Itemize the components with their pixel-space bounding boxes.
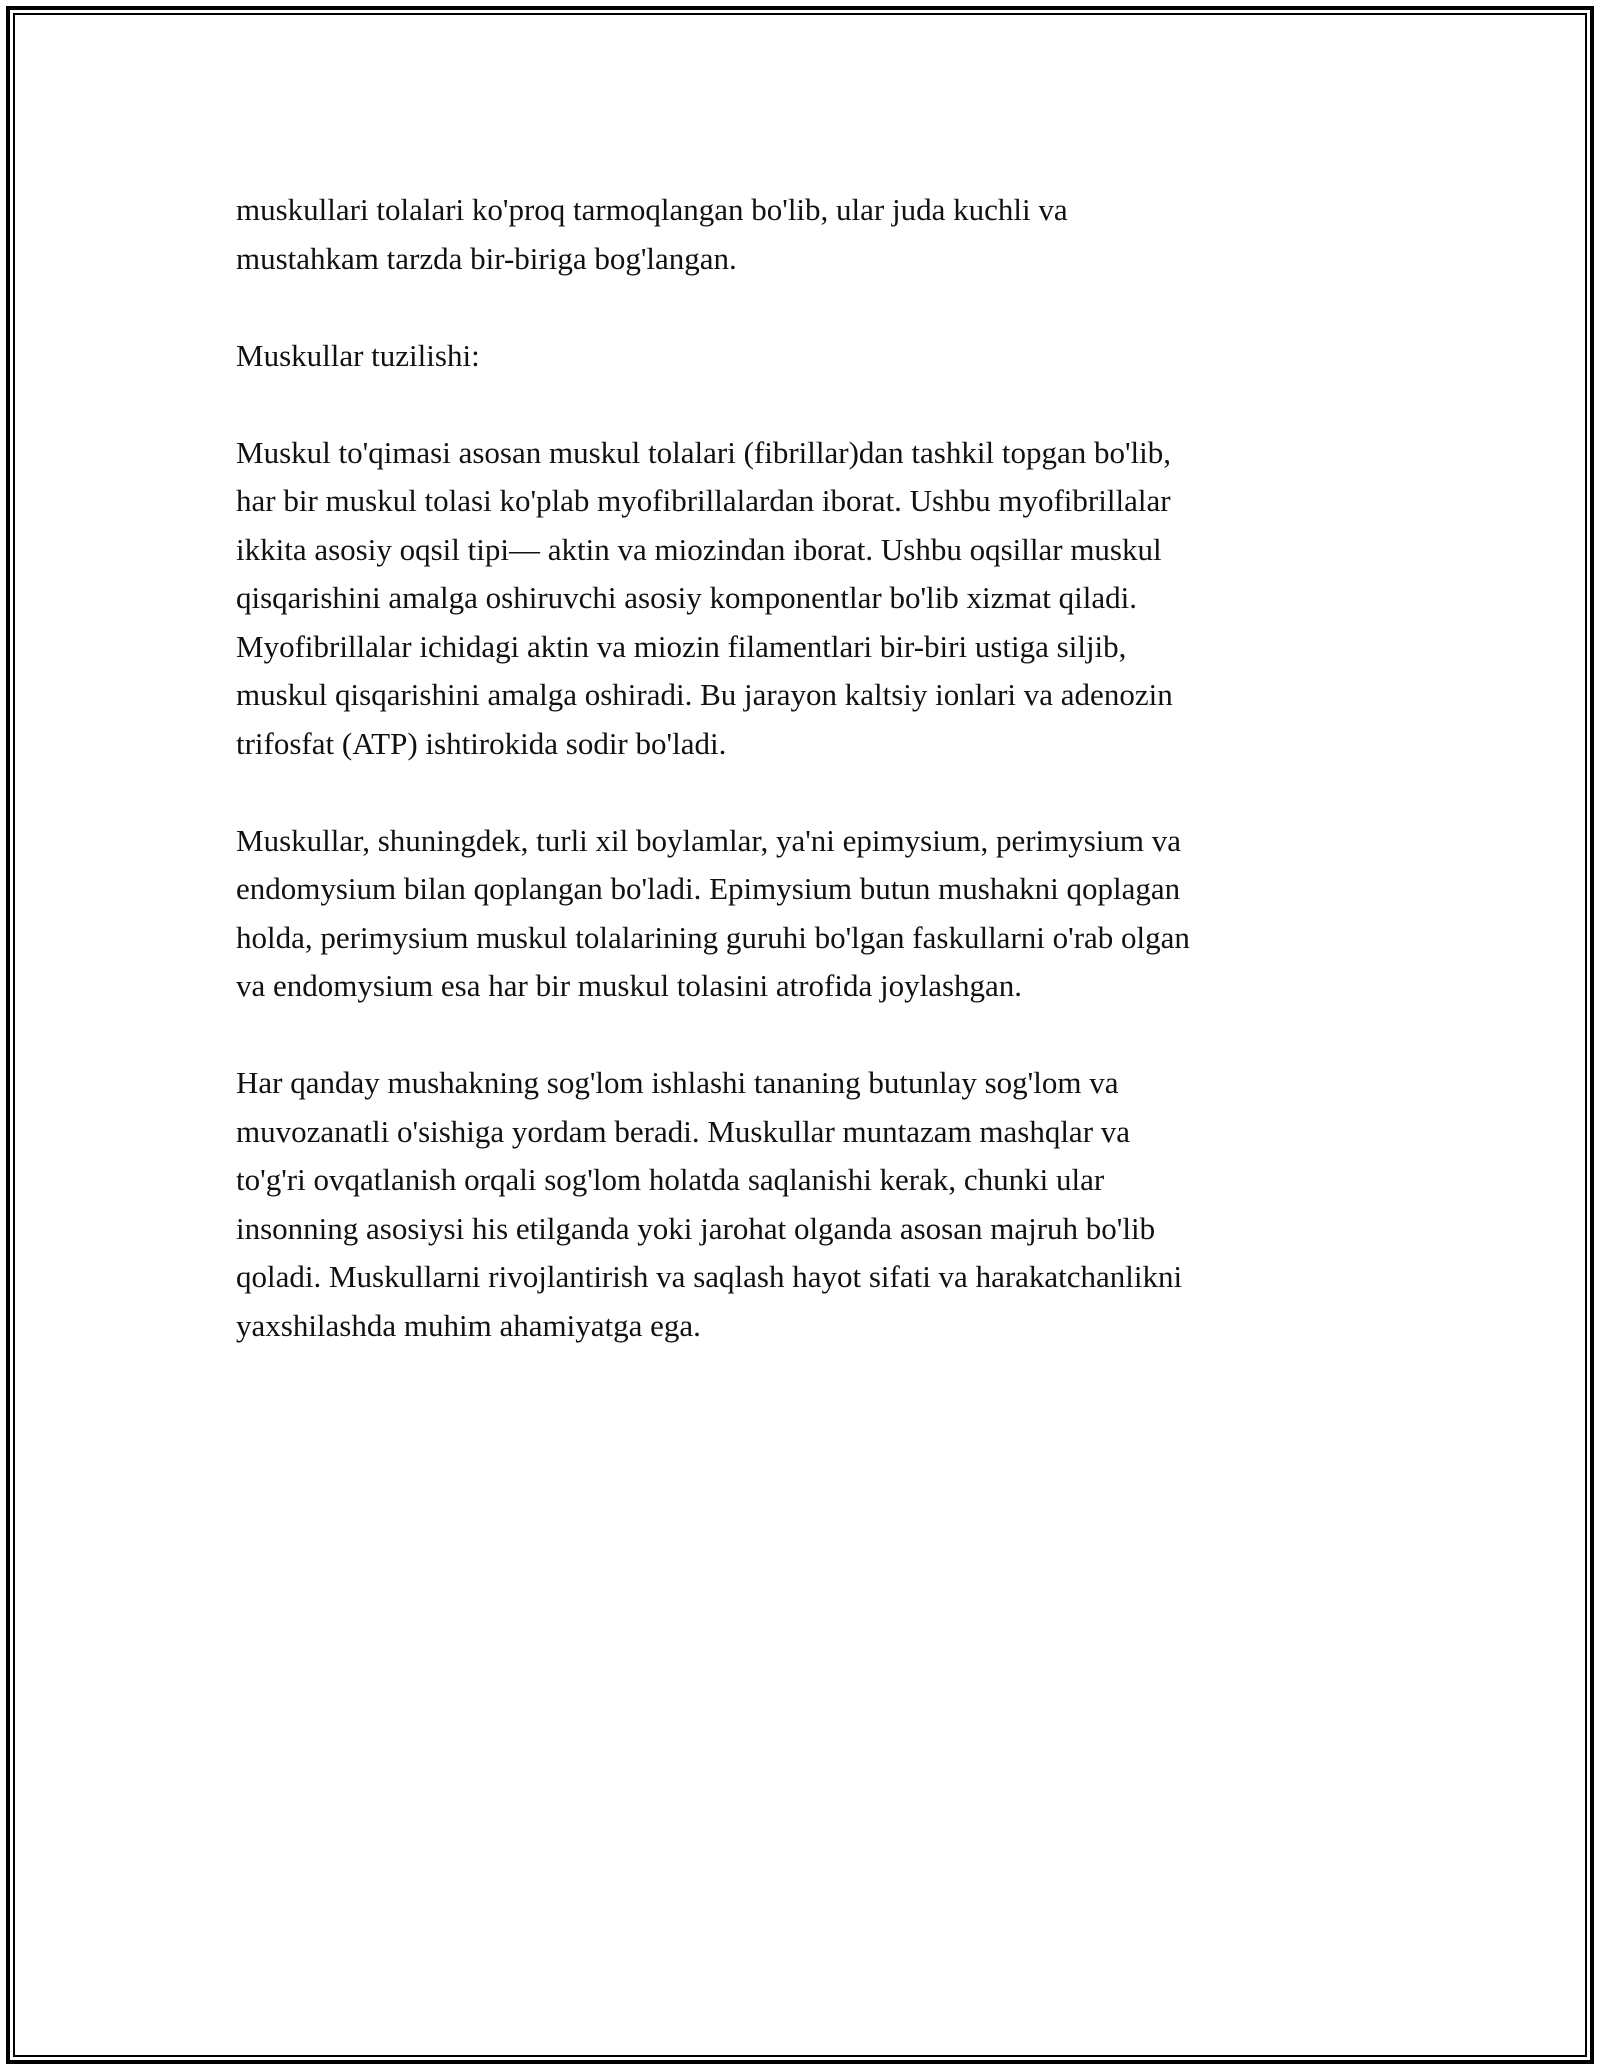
text-line: mustahkam tarzda bir-biriga bog'langan. xyxy=(236,240,737,276)
text-line: har bir muskul tolasi ko'plab myofibrillalardan iborat. Ushbu myofibrillalar xyxy=(236,483,1171,518)
text-line: Har qanday mushakning sog'lom ishlashi tananing butunlay sog'lom va xyxy=(236,1065,1119,1100)
paragraph-continuation xyxy=(236,186,1386,283)
paragraph-connective-layers xyxy=(236,817,1386,1011)
text-line: muskul qisqarishini amalga oshiradi. Bu jarayon kaltsiy ionlari va adenozin xyxy=(236,677,1173,712)
text-line: insonning asosiysi his etilganda yoki jarohat olganda asosan majruh bo'lib xyxy=(236,1210,1156,1246)
paragraph-muscle-health xyxy=(236,1059,1386,1350)
text-line: ikkita asosiy oqsil tipi— aktin va miozindan iborat. Ushbu oqsillar muskul xyxy=(236,531,1162,567)
text-line: va endomysium esa har bir muskul tolasini atrofida joylashgan. xyxy=(236,968,1023,1003)
text-line: holda, perimysium muskul tolalarining guruhi bo'lgan faskullarni o'rab olgan xyxy=(236,919,1190,955)
text-line: Muskullar, shuningdek, turli xil boylamlar, ya'ni epimysium, perimysium va xyxy=(236,822,1182,858)
text-line: Muskul to'qimasi asosan muskul tolalari (fibrillar)dan tashkil topgan bo'lib, xyxy=(236,434,1172,470)
text-line: trifosfat (ATP) ishtirokida sodir bo'ladi. xyxy=(236,725,727,761)
text-line: to'g'ri ovqatlanish orqali sog'lom holatda saqlanishi kerak, chunki ular xyxy=(236,1162,1105,1197)
paragraph-muscle-tissue xyxy=(236,429,1386,769)
text-line: muskullari tolalari ko'proq tarmoqlangan bo'lib, ular juda kuchli va xyxy=(236,192,1068,227)
text-line: qoladi. Muskullarni rivojlantirish va saqlash hayot sifati va harakatchanlikni xyxy=(236,1259,1183,1294)
text-line: muvozanatli o'sishiga yordam beradi. Muskullar muntazam mashqlar va xyxy=(236,1113,1131,1149)
heading-text: Muskullar tuzilishi: xyxy=(236,337,480,373)
text-line: Myofibrillalar ichidagi aktin va miozin filamentlari bir-biri ustiga siljib, xyxy=(236,628,1127,664)
text-line: endomysium bilan qoplangan bo'ladi. Epimysium butun mushakni qoplagan xyxy=(236,871,1181,906)
document-body xyxy=(236,186,1386,1399)
text-line: qisqarishini amalga oshiruvchi asosiy komponentlar bo'lib xizmat qiladi. xyxy=(236,580,1137,615)
section-heading xyxy=(236,332,1386,381)
text-line: yaxshilashda muhim ahamiyatga ega. xyxy=(236,1307,701,1343)
